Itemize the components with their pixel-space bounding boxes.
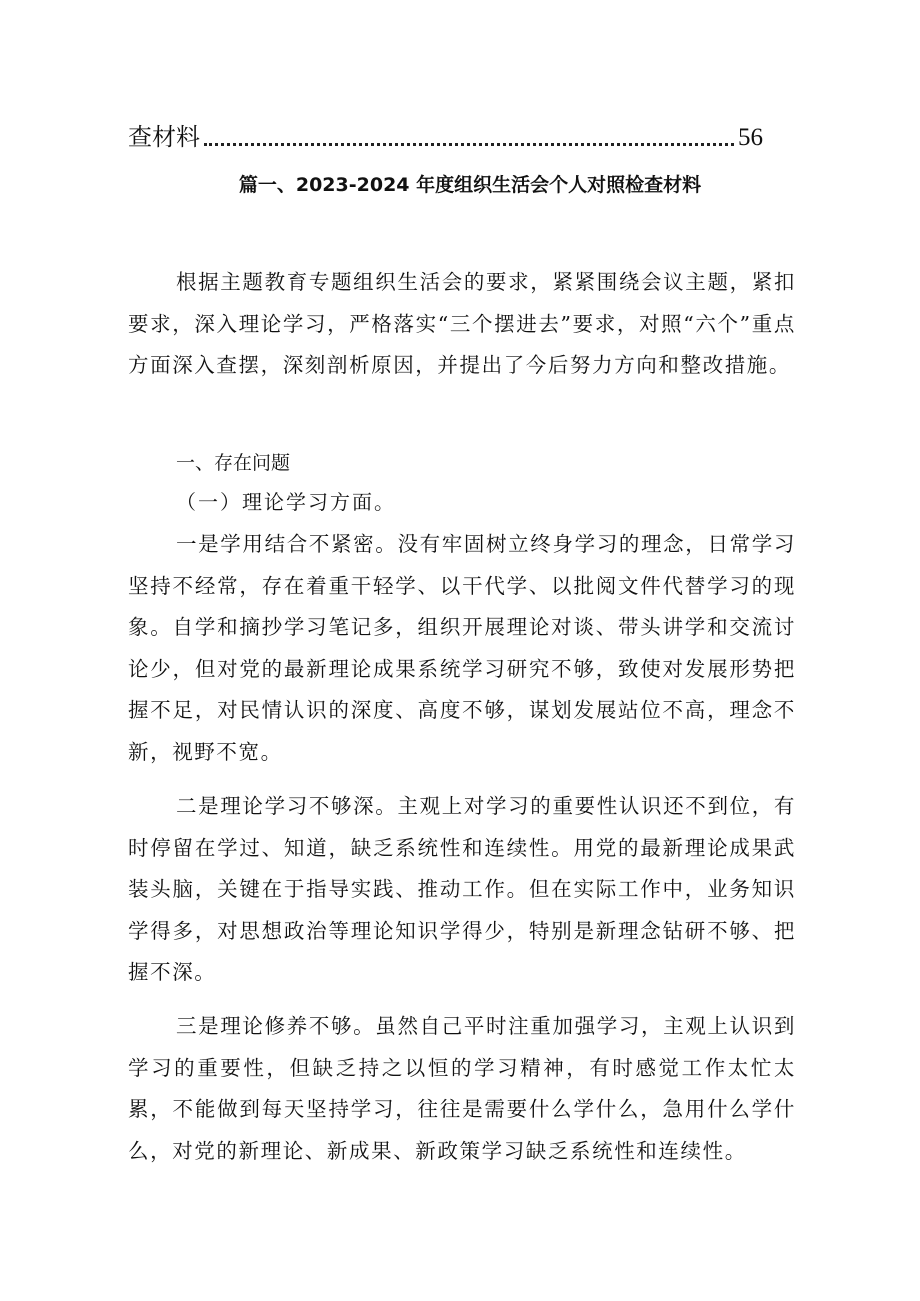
toc-leader-dots	[204, 143, 734, 146]
article-title: 篇一、2023-2024 年度组织生活会个人对照检查材料	[238, 174, 702, 196]
body-paragraph: 三是理论修养不够。虽然自己平时注重加强学习，主观上认识到学习的重要性，但缺乏持之以恒的学习精神，有时感觉工作太忙太累，不能做到每天坚持学习，往往是需要什么学什么，急用什么学什么，对党的新理论、新成果、新政策学习缺乏系统性和连续性。	[128, 1014, 796, 1163]
subsection-heading: （一）理论学习方面。	[176, 490, 396, 514]
toc-entry[interactable]	[128, 112, 763, 152]
section-heading: 一、存在问题	[176, 452, 291, 474]
toc-page-number: 56	[738, 124, 763, 151]
toc-entry-label: 查材料	[128, 123, 200, 151]
body-paragraph: 一是学用结合不紧密。没有牢固树立终身学习的理念，日常学习坚持不经常，存在着重干轻学、以干代学、以批阅文件代替学习的现象。自学和摘抄学习笔记多，组织开展理论对谈、带头讲学和交流讨论少，但对党的最新理论成果系统学习研究不够，致使对发展形势把握不足，对民情认识的深度、高度不够，谋划发展站位不高，理念不新，视野不宽。	[128, 532, 796, 764]
body-paragraph: 二是理论学习不够深。主观上对学习的重要性认识还不到位，有时停留在学过、知道，缺乏系统性和连续性。用党的最新理论成果武装头脑，关键在于指导实践、推动工作。但在实际工作中，业务知识学得多，对思想政治等理论知识学得少，特别是新理念钻研不够、把握不深。	[128, 794, 796, 984]
intro-paragraph: 根据主题教育专题组织生活会的要求，紧紧围绕会议主题，紧扣要求，深入理论学习，严格落实“三个摆进去”要求，对照“六个”重点方面深入查摆，深刻剖析原因，并提出了今后努力方向和整改措施。	[128, 270, 796, 377]
